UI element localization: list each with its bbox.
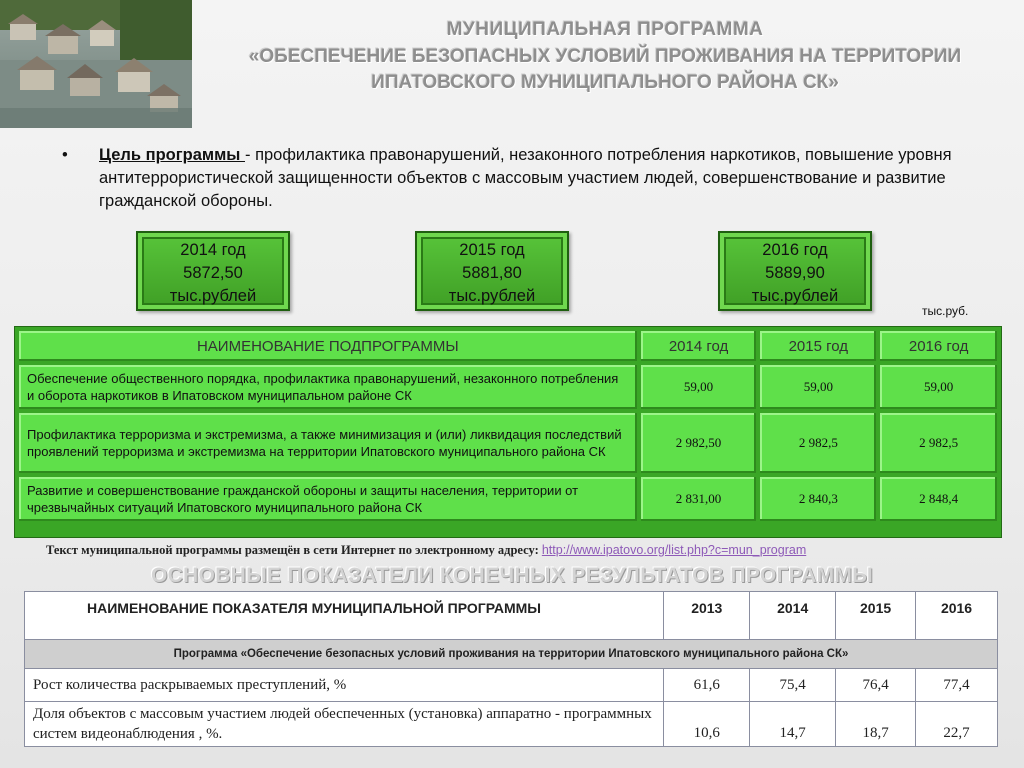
table-header-row xyxy=(19,331,997,361)
table-cell: 76,4 xyxy=(836,669,916,702)
budget-unit: тыс.рублей xyxy=(448,287,536,305)
unit-note: тыс.руб. xyxy=(922,304,969,318)
column-header: НАИМЕНОВАНИЕ ПОКАЗАТЕЛЯ МУНИЦИПАЛЬНОЙ ПРОГРАММЫ xyxy=(25,592,664,640)
budget-amount: 5872,50 xyxy=(183,264,243,282)
table-cell: 2 848,4 xyxy=(880,477,997,521)
budget-box-2016 xyxy=(718,231,872,311)
table-row xyxy=(19,413,997,473)
subprograms-table xyxy=(14,326,1002,538)
notice-text: Текст муниципальной программы размещён в сети Интернет по электронному адресу: xyxy=(46,543,542,557)
indicator-name: Доля объектов с массовым участием людей обеспеченных (установка) аппаратно - программных систем видеонаблюдения , %. xyxy=(25,702,664,747)
table-cell: 14,7 xyxy=(750,702,836,747)
budget-year: 2016 год xyxy=(762,241,828,259)
title-line-1: МУНИЦИПАЛЬНАЯ ПРОГРАММА xyxy=(446,19,764,40)
table-cell: 2 982,5 xyxy=(760,413,876,473)
subprogram-name: Развитие и совершенствование гражданской обороны и защиты населения, территории от чрезвычайных ситуаций Ипатовского муниципального района СК xyxy=(19,477,637,521)
table-cell: 61,6 xyxy=(664,669,750,702)
table-cell: 59,00 xyxy=(880,365,997,409)
program-link[interactable]: http://www.ipatovo.org/list.php?c=mun_program xyxy=(541,543,807,557)
budget-unit: тыс.рублей xyxy=(169,287,257,305)
table-cell: 75,4 xyxy=(750,669,836,702)
column-header: 2015 год xyxy=(760,331,876,361)
table-row xyxy=(25,669,998,702)
table-cell: 2 840,3 xyxy=(760,477,876,521)
program-row-label: Программа «Обеспечение безопасных условий проживания на территории Ипатовского муниципального района СК» xyxy=(25,640,998,669)
budget-year: 2014 год xyxy=(180,241,246,259)
table-cell: 77,4 xyxy=(916,669,998,702)
column-header: 2014 xyxy=(750,592,836,640)
title-line-2: «ОБЕСПЕЧЕНИЕ БЕЗОПАСНЫХ УСЛОВИЙ ПРОЖИВАНИЯ НА ТЕРРИТОРИИ xyxy=(248,46,962,67)
indicators-table xyxy=(24,591,998,747)
table-cell: 2 831,00 xyxy=(641,477,757,521)
budget-year: 2015 год xyxy=(459,241,525,259)
column-header: НАИМЕНОВАНИЕ ПОДПРОГРАММЫ xyxy=(19,331,637,361)
table-cell: 59,00 xyxy=(760,365,876,409)
goal-label: Цель программы xyxy=(99,146,245,164)
bullet-icon: • xyxy=(62,146,68,164)
program-notice xyxy=(46,543,806,558)
column-header: 2013 xyxy=(664,592,750,640)
program-goal xyxy=(62,144,1002,213)
table-cell: 2 982,50 xyxy=(641,413,757,473)
indicator-name: Рост количества раскрываемых преступлений, % xyxy=(25,669,664,702)
indicators-heading: ОСНОВНЫЕ ПОКАЗАТЕЛИ КОНЕЧНЫХ РЕЗУЛЬТАТОВ ПРОГРАММЫ xyxy=(150,564,874,587)
program-row xyxy=(25,640,998,669)
budget-box-2015 xyxy=(415,231,569,311)
flood-village-photo xyxy=(0,0,192,128)
table-header-row xyxy=(25,592,998,640)
column-header: 2016 xyxy=(916,592,998,640)
budget-amount: 5889,90 xyxy=(765,264,825,282)
table-cell: 59,00 xyxy=(641,365,757,409)
table-row xyxy=(19,477,997,521)
subprogram-name: Профилактика терроризма и экстремизма, а также минимизация и (или) ликвидация последствий проявлений терроризма и экстремизма на территории Ипатовского муниципального района СК xyxy=(19,413,637,473)
table-row xyxy=(19,365,997,409)
column-header: 2016 год xyxy=(880,331,997,361)
table-cell: 10,6 xyxy=(664,702,750,747)
table-cell: 18,7 xyxy=(836,702,916,747)
subprogram-name: Обеспечение общественного порядка, профилактика правонарушений, незаконного потребления и оборота наркотиков в Ипатовском муниципальном районе СК xyxy=(19,365,637,409)
column-header: 2015 xyxy=(836,592,916,640)
budget-amount: 5881,80 xyxy=(462,264,522,282)
column-header: 2014 год xyxy=(641,331,757,361)
budget-box-2014 xyxy=(136,231,290,311)
table-row xyxy=(25,702,998,747)
table-cell: 22,7 xyxy=(916,702,998,747)
table-cell: 2 982,5 xyxy=(880,413,997,473)
title-line-3: ИПАТОВСКОГО МУНИЦИПАЛЬНОГО РАЙОНА СК» xyxy=(371,72,839,93)
goal-text: - профилактика правонарушений, незаконного потребления наркотиков, повышение уровня антитеррористической защищенности объектов с массовым участием людей, совершенствование и развитие гражданской обороны. xyxy=(99,146,952,210)
budget-unit: тыс.рублей xyxy=(751,287,839,305)
page-title xyxy=(200,16,1010,96)
